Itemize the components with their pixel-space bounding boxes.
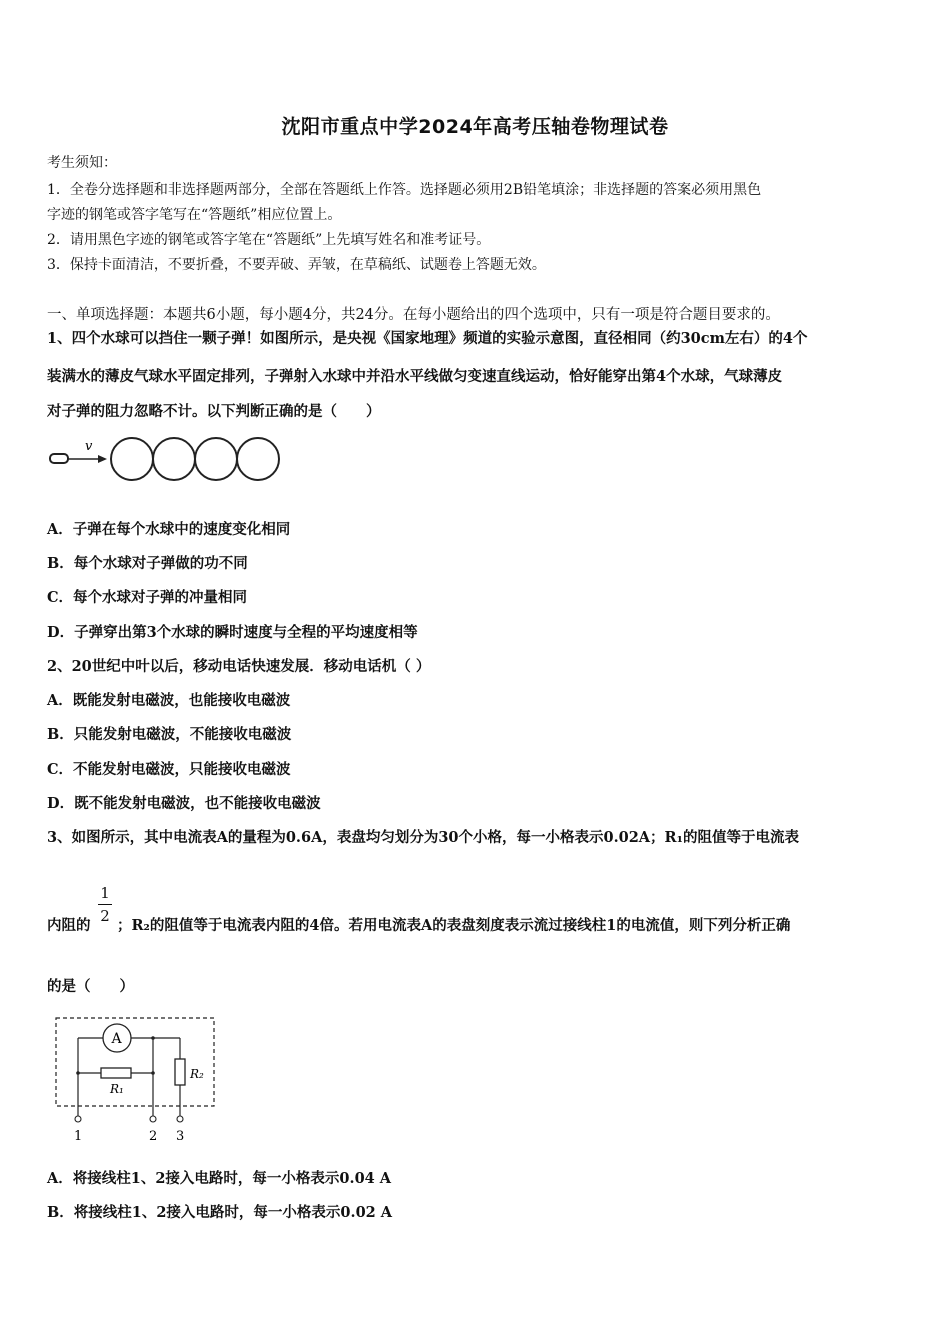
velocity-label: v xyxy=(85,439,93,454)
water-ball-2 xyxy=(153,438,195,480)
terminal-1-label: 1 xyxy=(74,1129,83,1144)
r2-label: R₂ xyxy=(190,1067,204,1081)
resistor-r2 xyxy=(175,1059,185,1085)
q3-stem-line3: 的是（ ） xyxy=(47,978,134,995)
velocity-arrow-head xyxy=(98,455,107,463)
fraction-numerator: 1 xyxy=(100,884,110,902)
fraction-denominator: 2 xyxy=(100,907,110,925)
junction-dot xyxy=(151,1036,155,1040)
water-ball-3 xyxy=(195,438,237,480)
r1-label: R₁ xyxy=(110,1082,124,1096)
page-title: 沈阳市重点中学2024年高考压轴卷物理试卷 xyxy=(281,116,669,138)
q2-option-c: C．不能发射电磁波，只能接收电磁波 xyxy=(47,761,291,778)
q3-option-a: A．将接线柱1、2接入电路时，每一小格表示0.04 A xyxy=(47,1170,392,1187)
q3-circuit-figure xyxy=(48,1012,223,1147)
q3-stem-line1: 3、如图所示，其中电流表A的量程为0.6A，表盘均匀划分为30个小格，每一小格表示0.02A；R₁的阻值等于电流表 xyxy=(47,829,799,846)
q3-option-b: B．将接线柱1、2接入电路时，每一小格表示0.02 A xyxy=(47,1204,393,1221)
q3-stem-line2-pre: 内阻的 xyxy=(47,917,91,934)
notice-heading: 考生须知： xyxy=(47,155,117,171)
q2-option-a: A．既能发射电磁波，也能接收电磁波 xyxy=(47,692,291,709)
water-ball-1 xyxy=(111,438,153,480)
terminal-2-label: 2 xyxy=(149,1129,158,1144)
terminal-3-label: 3 xyxy=(176,1129,185,1144)
notice-line-3: 3．保持卡面清洁，不要折叠，不要弄破、弄皱，在草稿纸、试题卷上答题无效。 xyxy=(47,257,546,273)
terminal-2-icon xyxy=(150,1116,156,1122)
q1-option-b: B．每个水球对子弹做的功不同 xyxy=(47,555,248,572)
q1-option-a: A．子弹在每个水球中的速度变化相同 xyxy=(47,521,291,538)
q1-stem-line2: 装满水的薄皮气球水平固定排列，子弹射入水球中并沿水平线做匀变速直线运动，恰好能穿出第4个水球，气球薄皮 xyxy=(47,368,783,385)
q1-water-balls-figure xyxy=(45,434,290,486)
q2-option-d: D．既不能发射电磁波，也不能接收电磁波 xyxy=(47,795,321,812)
water-ball-4 xyxy=(237,438,279,480)
q2-option-b: B．只能发射电磁波，不能接收电磁波 xyxy=(47,726,292,743)
junction-dot xyxy=(76,1071,80,1075)
q2-stem: 2、20世纪中叶以后，移动电话快速发展．移动电话机（ ） xyxy=(47,658,431,675)
notice-line-2: 2．请用黑色字迹的钢笔或答字笔在“答题纸”上先填写姓名和准考证号。 xyxy=(47,232,491,248)
q1-option-c: C．每个水球对子弹的冲量相同 xyxy=(47,589,248,606)
junction-dot xyxy=(151,1071,155,1075)
q1-stem-line1: 1、四个水球可以挡住一颗子弹！如图所示，是央视《国家地理》频道的实验示意图，直径相同（约30cm左右）的4个 xyxy=(47,330,808,347)
section-heading: 一、单项选择题：本题共6小题，每小题4分，共24分。在每小题给出的四个选项中，只有一项是符合题目要求的。 xyxy=(47,307,780,323)
q3-fraction-half xyxy=(98,884,112,925)
fraction-bar xyxy=(98,904,112,905)
circuit-dashed-box xyxy=(56,1018,214,1106)
q1-option-d: D．子弹穿出第3个水球的瞬时速度与全程的平均速度相等 xyxy=(47,624,418,641)
terminal-3-icon xyxy=(177,1116,183,1122)
q3-stem-line2-post: ；R₂的阻值等于电流表内阻的4倍。若用电流表A的表盘刻度表示流过接线柱1的电流值，则下列分析正确 xyxy=(117,917,791,934)
bullet-shape xyxy=(50,454,68,463)
resistor-r1 xyxy=(101,1068,131,1078)
q1-stem-line3: 对子弹的阻力忽略不计。以下判断正确的是（ ） xyxy=(47,403,381,420)
ammeter-label: A xyxy=(111,1031,122,1047)
terminal-1-icon xyxy=(75,1116,81,1122)
notice-line-1a: 1．全卷分选择题和非选择题两部分，全部在答题纸上作答。选择题必须用2B铅笔填涂；非选择题的答案必须用黑色 xyxy=(47,182,762,198)
notice-line-1b: 字迹的钢笔或答字笔写在“答题纸”相应位置上。 xyxy=(47,207,342,223)
